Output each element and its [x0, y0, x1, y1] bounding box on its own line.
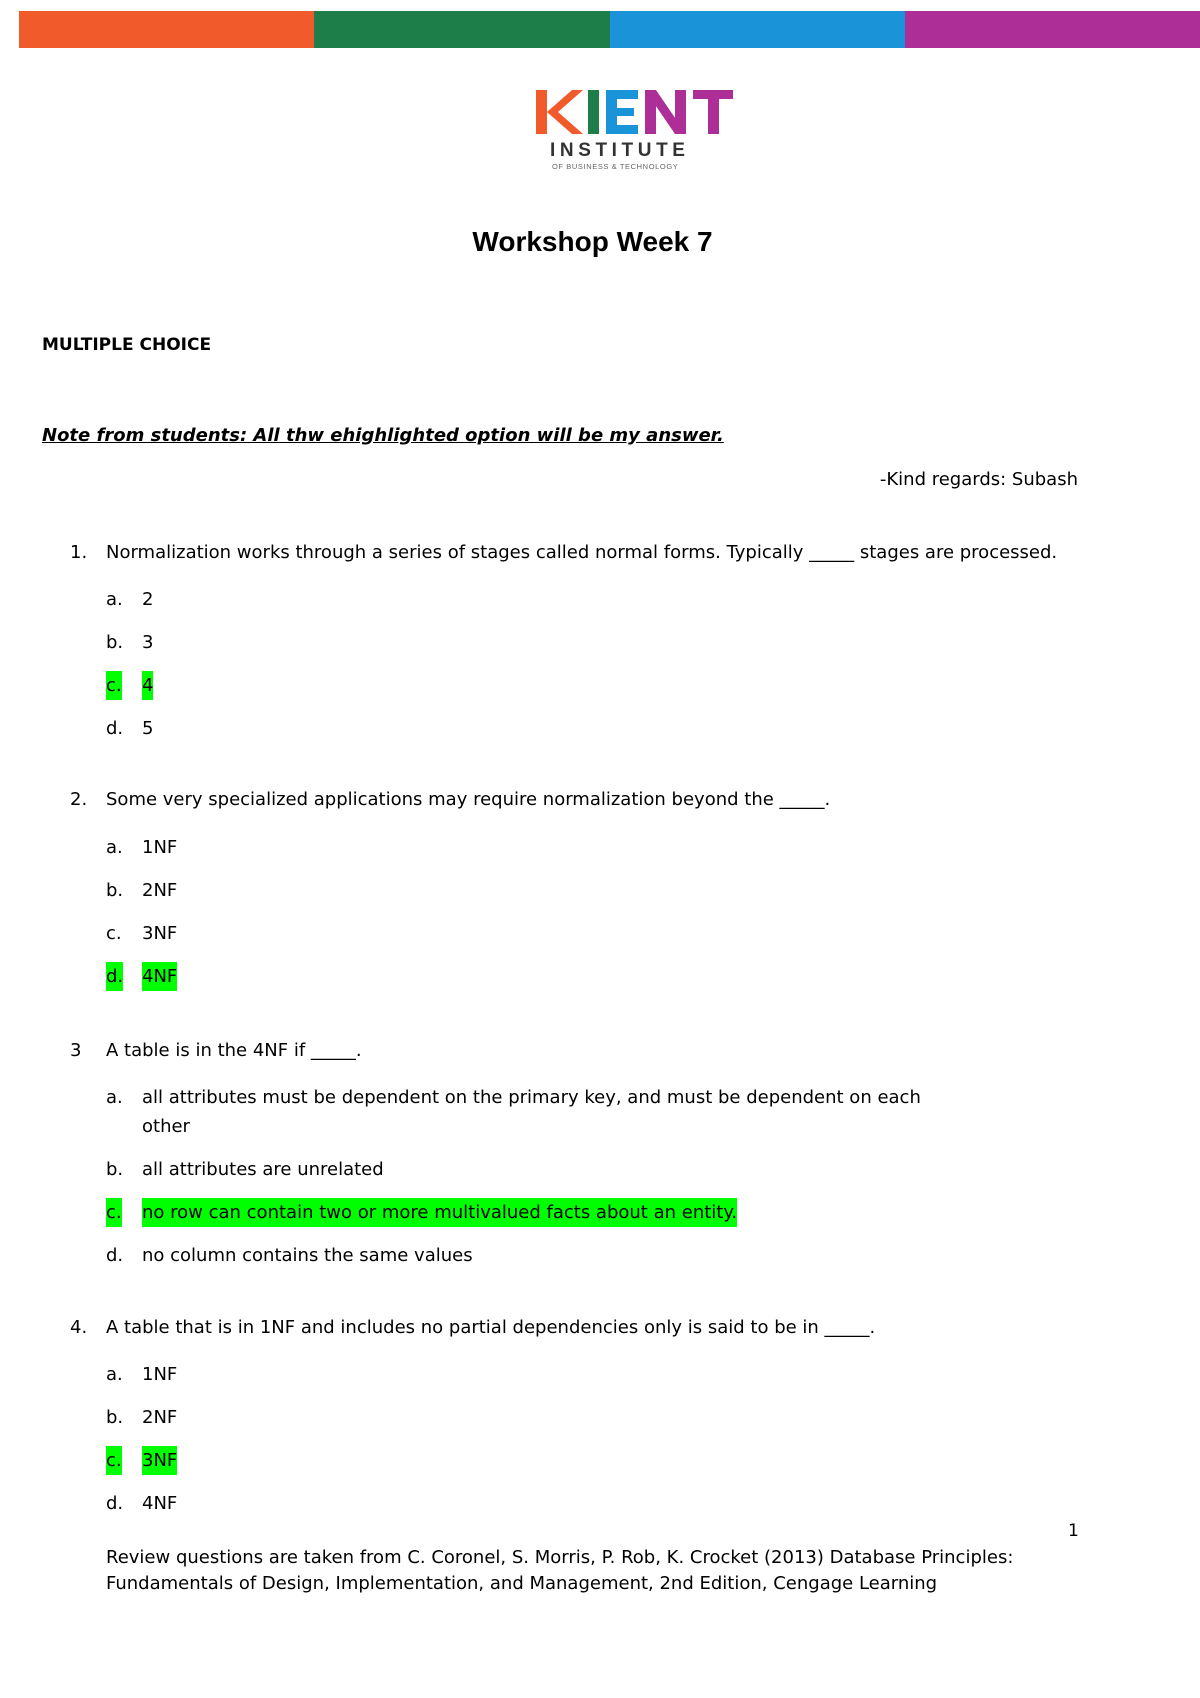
option-letter: b.	[106, 880, 124, 901]
section-heading: MULTIPLE CHOICE	[42, 335, 212, 355]
stripe-green	[314, 11, 609, 48]
logo-k-stem	[536, 90, 547, 134]
option-letter: a.	[106, 1364, 123, 1385]
logo-e-mid	[606, 108, 634, 116]
question-text: Normalization works through a series of stages called normal forms. Typically _____ stages are processed.	[106, 542, 1058, 563]
option-text: 3NF	[142, 923, 178, 944]
option-letter: d.	[106, 718, 124, 739]
logo-e-bottom	[606, 125, 638, 134]
option-text: 5	[142, 718, 154, 739]
page-number: 1	[1068, 1521, 1079, 1541]
kent-logo-graphic	[528, 86, 758, 172]
option-text: 2NF	[142, 880, 178, 901]
stripe-orange	[19, 11, 314, 48]
option-letter: a.	[106, 589, 123, 610]
option-text: 1NF	[142, 1364, 178, 1385]
logo-k-arm	[547, 90, 583, 112]
logo-tagline-text: OF BUSINESS & TECHNOLOGY	[552, 162, 679, 171]
question-text: A table that is in 1NF and includes no partial dependencies only is said to be in _____.	[106, 1317, 876, 1338]
logo-i	[588, 90, 599, 134]
option-text: 4NF	[142, 962, 177, 991]
option-letter: d.	[106, 1493, 124, 1514]
option-letter: b.	[106, 632, 124, 653]
footer-citation	[106, 1545, 1056, 1597]
option-letter: c.	[106, 923, 122, 944]
option-letter: c.	[106, 671, 122, 700]
option-text: 3NF	[142, 1446, 177, 1475]
question-text: A table is in the 4NF if _____.	[106, 1040, 362, 1061]
question-number: 4.	[70, 1317, 88, 1338]
stripe-purple	[905, 11, 1200, 48]
logo-e-top	[606, 90, 638, 99]
option-text: all attributes must be dependent on the primary key, and must be dependent on each other	[142, 1087, 921, 1137]
option-text: no row can contain two or more multivalued facts about an entity.	[142, 1198, 737, 1227]
brand-color-stripe	[19, 11, 1200, 48]
logo-institute-text: INSTITUTE	[550, 140, 690, 161]
question-number: 1.	[70, 542, 88, 563]
logo-k-leg	[547, 112, 583, 134]
question-number: 3	[70, 1040, 82, 1061]
option-text: 1NF	[142, 837, 178, 858]
option-letter: b.	[106, 1407, 124, 1428]
stripe-blue	[610, 11, 905, 48]
question-number: 2.	[70, 789, 88, 810]
option-letter: c.	[106, 1198, 122, 1227]
option-text: 2	[142, 589, 154, 610]
student-note: Note from students: All thw ehighlighted option will be my answer.	[42, 425, 724, 446]
footer-line-2: Fundamentals of Design, Implementation, and Management, 2nd Edition, Cengage Learning	[106, 1573, 938, 1594]
kent-institute-logo	[528, 86, 758, 172]
question-text: Some very specialized applications may require normalization beyond the _____.	[106, 789, 831, 810]
option-letter: d.	[106, 962, 123, 991]
option-text: 3	[142, 632, 154, 653]
option-text: no column contains the same values	[142, 1245, 473, 1266]
option-letter: d.	[106, 1245, 124, 1266]
logo-n-right	[675, 90, 686, 134]
option-text: all attributes are unrelated	[142, 1159, 384, 1180]
option-text: 4NF	[142, 1493, 178, 1514]
option-letter: a.	[106, 837, 123, 858]
logo-t-stem	[708, 90, 719, 134]
footer-line-1: Review questions are taken from C. Coronel, S. Morris, P. Rob, K. Crocket (2013) Database Principles:	[106, 1547, 1014, 1568]
option-text: 2NF	[142, 1407, 178, 1428]
option-text: 4	[142, 671, 153, 700]
kind-regards: -Kind regards: Subash	[879, 469, 1078, 490]
option-letter: b.	[106, 1159, 124, 1180]
option-letter: c.	[106, 1446, 122, 1475]
page-title: Workshop Week 7	[472, 226, 713, 257]
option-letter: a.	[106, 1087, 123, 1108]
